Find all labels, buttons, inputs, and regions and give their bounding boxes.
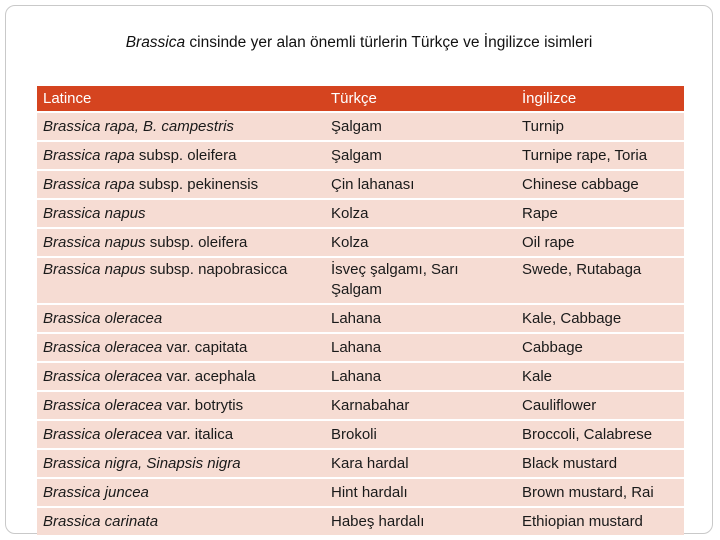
header-latin: Latince: [37, 86, 325, 111]
cell-english: Turnip: [516, 113, 684, 140]
cell-turkish: Kolza: [325, 229, 516, 256]
cell-latin: [37, 479, 325, 506]
cell-english: Swede, Rutabaga: [516, 258, 684, 303]
latin-genus-species: Brassica oleracea: [43, 338, 163, 356]
cell-latin: [37, 258, 325, 303]
species-table: [37, 84, 684, 537]
title-italic: Brassica: [125, 34, 186, 51]
cell-english: Cabbage: [516, 334, 684, 361]
cell-english: Ethiopian mustard: [516, 508, 684, 535]
latin-genus-species: Brassica oleracea: [43, 309, 163, 327]
latin-genus-species: Brassica napus: [43, 233, 146, 251]
latin-genus-species: Brassica nigra, Sinapsis nigra: [43, 454, 241, 472]
table-row: [37, 229, 684, 256]
cell-english: Kale, Cabbage: [516, 305, 684, 332]
cell-turkish: Lahana: [325, 305, 516, 332]
cell-english: Black mustard: [516, 450, 684, 477]
cell-english: Cauliflower: [516, 392, 684, 419]
table-row: [37, 508, 684, 535]
cell-turkish: Brokoli: [325, 421, 516, 448]
table-row: [37, 171, 684, 198]
latin-genus-species: Brassica napus: [43, 204, 146, 222]
header-turkish: Türkçe: [325, 86, 516, 111]
table-row: [37, 113, 684, 140]
cell-turkish: Çin lahanası: [325, 171, 516, 198]
latin-subtaxon: subsp. oleifera: [145, 233, 248, 251]
cell-latin: [37, 142, 325, 169]
page-title: [0, 34, 718, 52]
cell-latin: [37, 171, 325, 198]
cell-turkish: Şalgam: [325, 113, 516, 140]
cell-latin: [37, 450, 325, 477]
latin-subtaxon: subsp. napobrasicca: [145, 261, 288, 278]
cell-latin: [37, 421, 325, 448]
cell-latin: [37, 229, 325, 256]
cell-turkish: Kara hardal: [325, 450, 516, 477]
cell-english: Oil rape: [516, 229, 684, 256]
table-header-row: [37, 86, 684, 111]
latin-genus-species: Brassica rapa, B. campestris: [43, 117, 234, 135]
latin-subtaxon: var. acephala: [162, 367, 256, 385]
latin-subtaxon: subsp. pekinensis: [134, 175, 259, 193]
cell-latin: [37, 363, 325, 390]
table-row: [37, 392, 684, 419]
table-body: [37, 113, 684, 535]
cell-turkish: Karnabahar: [325, 392, 516, 419]
cell-english: Broccoli, Calabrese: [516, 421, 684, 448]
cell-turkish: İsveç şalgamı, Sarı Şalgam: [325, 258, 516, 303]
table-row: [37, 142, 684, 169]
cell-latin: [37, 334, 325, 361]
latin-genus-species: Brassica napus: [43, 261, 146, 278]
latin-genus-species: Brassica oleracea: [43, 425, 163, 443]
cell-turkish: Habeş hardalı: [325, 508, 516, 535]
cell-latin: [37, 113, 325, 140]
cell-turkish: Şalgam: [325, 142, 516, 169]
table-row: [37, 334, 684, 361]
title-text: cinsinde yer alan önemli türlerin Türkçe ve İngilizce isimleri: [185, 34, 593, 51]
latin-subtaxon: var. capitata: [162, 338, 248, 356]
cell-turkish: Lahana: [325, 334, 516, 361]
latin-genus-species: Brassica juncea: [43, 483, 149, 501]
latin-genus-species: Brassica oleracea: [43, 396, 163, 414]
table-row: [37, 305, 684, 332]
table-row: [37, 200, 684, 227]
cell-english: Kale: [516, 363, 684, 390]
cell-turkish: Kolza: [325, 200, 516, 227]
cell-english: Turnipe rape, Toria: [516, 142, 684, 169]
table-row: [37, 450, 684, 477]
table-row: [37, 258, 684, 303]
cell-english: Rape: [516, 200, 684, 227]
cell-english: Brown mustard, Rai: [516, 479, 684, 506]
cell-latin: [37, 392, 325, 419]
cell-turkish: Hint hardalı: [325, 479, 516, 506]
table-row: [37, 479, 684, 506]
latin-genus-species: Brassica rapa: [43, 175, 135, 193]
cell-latin: [37, 305, 325, 332]
cell-turkish: Lahana: [325, 363, 516, 390]
latin-genus-species: Brassica carinata: [43, 512, 159, 530]
header-english: İngilizce: [516, 86, 684, 111]
table-row: [37, 421, 684, 448]
latin-subtaxon: subsp. oleifera: [134, 146, 237, 164]
latin-genus-species: Brassica oleracea: [43, 367, 163, 385]
table-row: [37, 363, 684, 390]
latin-genus-species: Brassica rapa: [43, 146, 135, 164]
cell-latin: [37, 200, 325, 227]
latin-subtaxon: var. botrytis: [162, 396, 244, 414]
cell-latin: [37, 508, 325, 535]
cell-english: Chinese cabbage: [516, 171, 684, 198]
latin-subtaxon: var. italica: [162, 425, 234, 443]
